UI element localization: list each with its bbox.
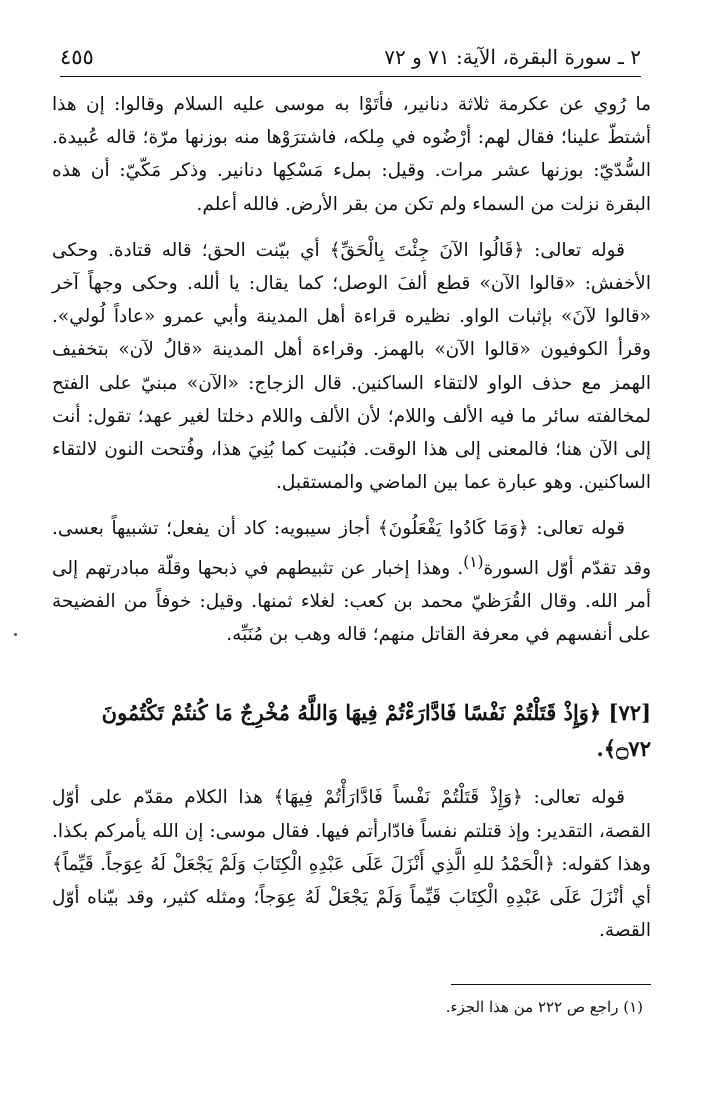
margin-mark <box>14 633 17 636</box>
paragraph-3-text-b: . وهذا إخبار عن تثبيطهم في ذبحها وقلّة مبادرتهم إلى أمر الله. وقال القُرَظيّ محمد بن كعب: لغلاء ثمنها. وقيل: خوفاً من الفضيحة على أنفسهم في معرفة القاتل منهم؛ قاله وهب بن مُنَبِّه. <box>52 557 651 646</box>
footnote: (١) راجع ص ٢٢٢ من هذا الجزء. <box>445 998 643 1016</box>
footnote-reference: (١) <box>463 552 484 571</box>
paragraph-2: قوله تعالى: ﴿قَالُوا الآنَ جِئْتَ بِالْحَقِّ﴾ أي بيّنت الحق؛ قاله قتادة. وحكى الأخفش: «قالوا الآن» قطع ألفَ الوصل؛ كما يقال: يا ألله. وحكى وجهاً آخر «قالوا لآنَ» بإثبات الواو. نظيره قراءة أهل المدينة وأبي عمرو «عاداً لُولي». وقرأ الكوفيون «قالوا الآن» بالهمز. وقراءة أهل المدينة «قالُ لآن» بتخفيف الهمز مع حذف الواو لالتقاء الساكنين. قال الزجاج: «الآن» مبنيّ على الفتح لمخالفته سائر ما فيه الألف واللام؛ لأن الألف واللام دخلتا لغير عهد؛ تقول: أنت إلى الآن هنا؛ فالمعنى إلى هذا الوقت. فبُنيت كما بُنِيَ هذا، وفُتحت النون لالتقاء الساكنين. وهو عبارة عما بين الماضي والمستقبل. <box>52 239 651 494</box>
paragraph-1: ما رُوي عن عكرمة ثلاثة دنانير، فأتَوْا به موسى عليه السلام وقالوا: إن هذا أشتطّ علينا؛ فقال لهم: أرْضُوه في مِلكه، فاشترَوْها منه بوزنها مرّة؛ قاله عُبيدة. السُّدّيّ: بوزنها عشر مرات. وقيل: بملء مَسْكِها دنانير. وذكر مَكّيّ: أن هذه البقرة نزلت من السماء ولم تكن من بقر الأرض. فالله أعلم. <box>52 94 651 215</box>
paragraph-3 <box>52 512 651 651</box>
paragraph-4: قوله تعالى: ﴿وَإِذْ قَتَلْتُمْ نَفْساً فَادَّارَأْتُمْ فِيهَا﴾ هذا الكلام مقدّم على أوّل القصة، التقدير: وإذ قتلتم نفساً فادّارأتم فيها. فقال موسى: إن الله يأمركم بكذا. وهذا كقوله: ﴿الْحَمْدُ للهِ الَّذِي أَنْزَلَ عَلَى عَبْدِهِ الْكِتَابَ وَلَمْ يَجْعَلْ لَهُ عِوَجاً. قَيِّماً﴾ أي أنْزَلَ عَلَى عَبْدِهِ الْكِتَابَ قَيِّماً وَلَمْ يَجْعَلْ لَهُ عِوَجاً؛ ومثله كثير، وقد بيّناه أوّل القصة. <box>52 787 651 942</box>
page-number: ٤٥٥ <box>60 45 94 69</box>
paragraph-3-text-a: قوله تعالى: ﴿وَمَا كَادُوا يَفْعَلُونَ﴾ أجاز سيبويه: كاد أن يفعل؛ تشبيهاً بعسى. وقد تقدّم أوّل السورة <box>52 518 652 579</box>
header-divider <box>60 76 641 77</box>
verse-heading: [٧٢] ﴿وَإِذْ قَتَلْتُمْ نَفْسًا فَادَّارَءْتُمْ فِيهَا وَاللَّهُ مُخْرِجٌ مَا كُنتُمْ تَكْتُمُونَ ۝٧٢﴾. <box>101 700 651 762</box>
main-text <box>52 88 651 960</box>
running-title: ٢ ـ سورة البقرة، الآية: ٧١ و ٧٢ <box>384 45 641 69</box>
footnote-divider <box>451 984 651 985</box>
page-header <box>0 0 703 80</box>
